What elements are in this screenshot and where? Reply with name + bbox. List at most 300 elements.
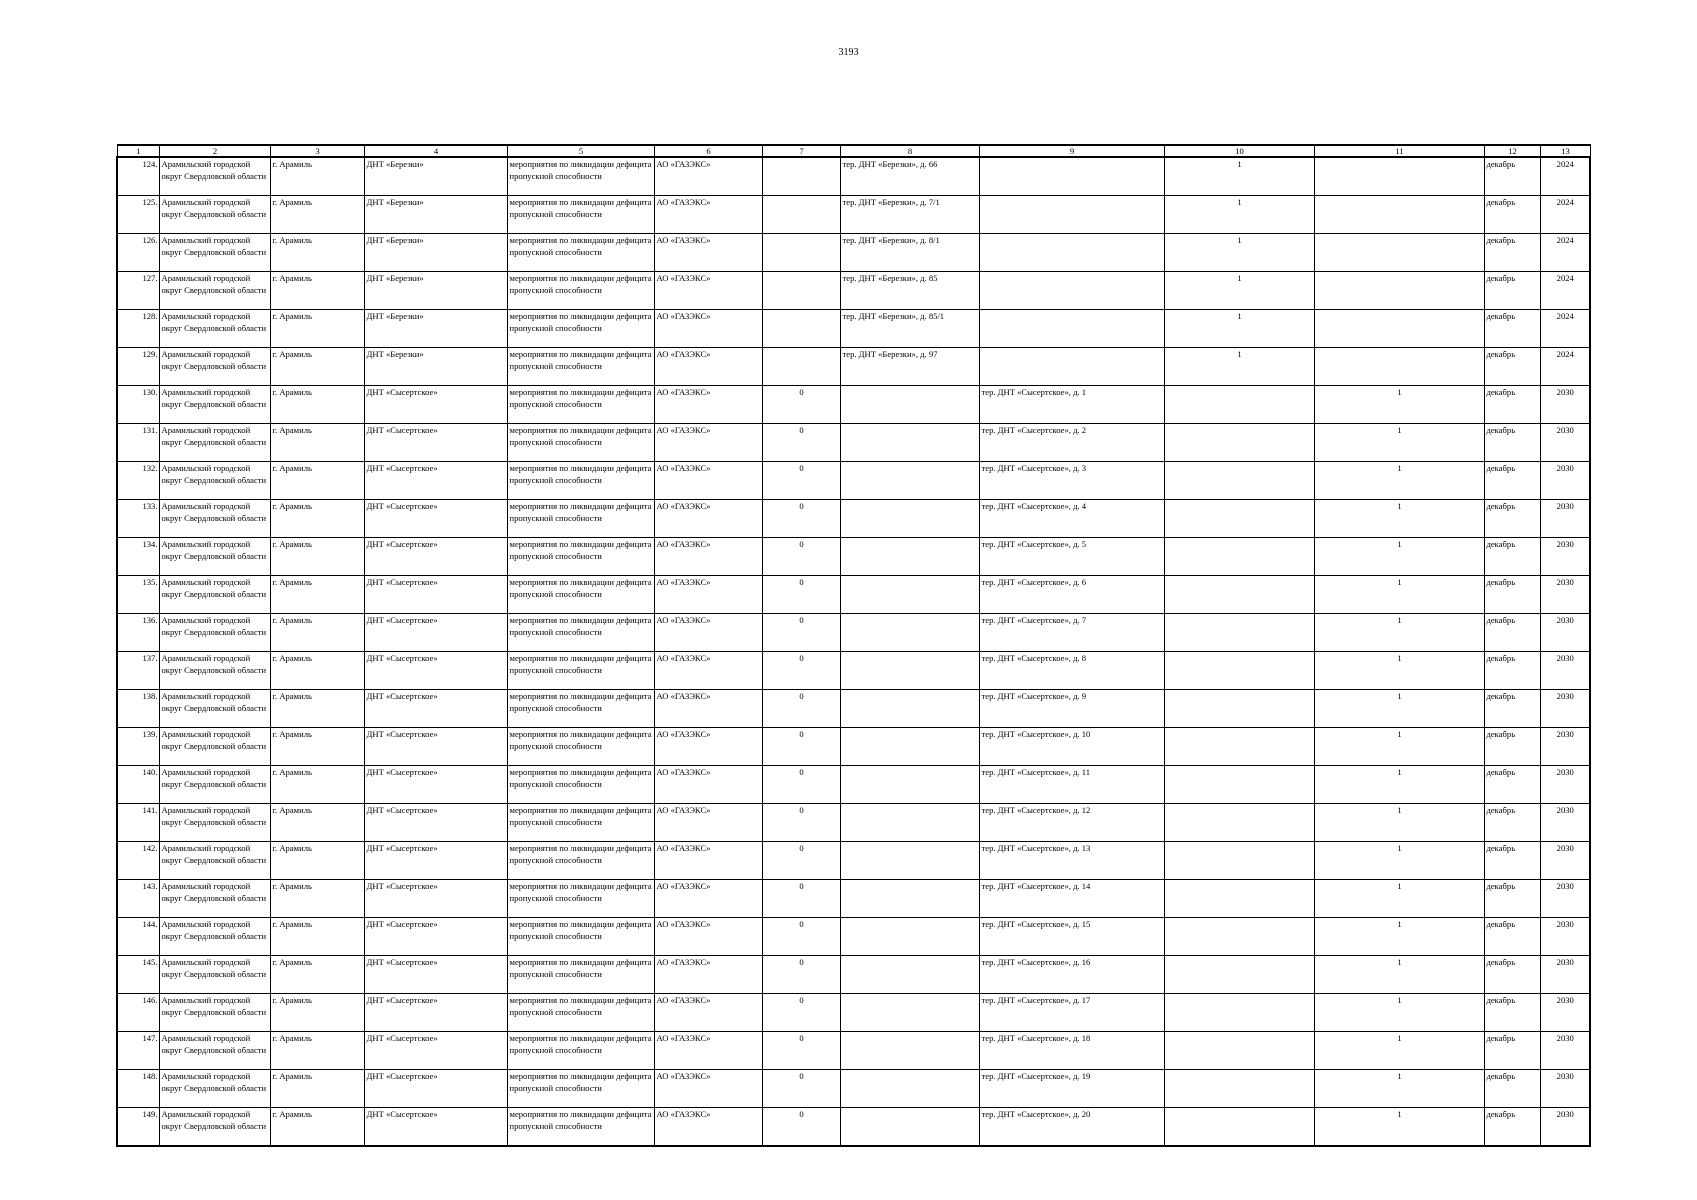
column-11-cell: 1	[1314, 1108, 1484, 1147]
measure-cell: мероприятия по ликвидации дефицита пропускной способности	[507, 880, 654, 918]
row-number-cell: 145.	[117, 956, 159, 994]
column-8-cell	[840, 538, 979, 576]
column-8-cell	[840, 918, 979, 956]
column-11-cell: 1	[1314, 880, 1484, 918]
settlement-cell: ДНТ «Сысертское»	[364, 1032, 507, 1070]
measure-cell: мероприятия по ликвидации дефицита пропускной способности	[507, 918, 654, 956]
row-number-cell: 130.	[117, 386, 159, 424]
table-row	[117, 386, 1590, 424]
month-cell: декабрь	[1484, 690, 1540, 728]
table-row	[117, 1108, 1590, 1147]
measure-cell: мероприятия по ликвидации дефицита пропускной способности	[507, 500, 654, 538]
organization-cell: АО «ГАЗЭКС»	[654, 804, 762, 842]
column-header: 4	[364, 145, 507, 157]
row-number-cell: 140.	[117, 766, 159, 804]
column-8-cell: тер. ДНТ «Березки», д. 85/1	[840, 310, 979, 348]
municipality-cell: Арамильский городской округ Свердловской области	[159, 766, 270, 804]
municipality-cell: Арамильский городской округ Свердловской области	[159, 994, 270, 1032]
municipality-cell: Арамильский городской округ Свердловской области	[159, 500, 270, 538]
column-9-cell: тер. ДНТ «Сысертское», д. 19	[979, 1070, 1164, 1108]
column-7-cell: 0	[762, 880, 840, 918]
municipality-cell: Арамильский городской округ Свердловской области	[159, 196, 270, 234]
year-cell: 2030	[1540, 842, 1590, 880]
column-7-cell	[762, 348, 840, 386]
year-cell: 2030	[1540, 462, 1590, 500]
column-header: 8	[840, 145, 979, 157]
column-10-cell	[1164, 1032, 1314, 1070]
year-cell: 2024	[1540, 272, 1590, 310]
organization-cell: АО «ГАЗЭКС»	[654, 956, 762, 994]
row-number-cell: 147.	[117, 1032, 159, 1070]
settlement-cell: ДНТ «Березки»	[364, 234, 507, 272]
column-11-cell: 1	[1314, 690, 1484, 728]
column-9-cell	[979, 234, 1164, 272]
column-9-cell: тер. ДНТ «Сысертское», д. 17	[979, 994, 1164, 1032]
column-11-cell: 1	[1314, 842, 1484, 880]
column-9-cell	[979, 157, 1164, 196]
column-9-cell	[979, 272, 1164, 310]
municipality-cell: Арамильский городской округ Свердловской области	[159, 386, 270, 424]
column-9-cell: тер. ДНТ «Сысертское», д. 10	[979, 728, 1164, 766]
year-cell: 2030	[1540, 690, 1590, 728]
city-cell: г. Арамиль	[270, 728, 364, 766]
measure-cell: мероприятия по ликвидации дефицита пропускной способности	[507, 310, 654, 348]
municipality-cell: Арамильский городской округ Свердловской области	[159, 880, 270, 918]
column-header: 3	[270, 145, 364, 157]
month-cell: декабрь	[1484, 462, 1540, 500]
month-cell: декабрь	[1484, 956, 1540, 994]
month-cell: декабрь	[1484, 196, 1540, 234]
table-row	[117, 880, 1590, 918]
municipality-cell: Арамильский городской округ Свердловской области	[159, 538, 270, 576]
month-cell: декабрь	[1484, 918, 1540, 956]
column-10-cell	[1164, 652, 1314, 690]
column-9-cell: тер. ДНТ «Сысертское», д. 18	[979, 1032, 1164, 1070]
table-row	[117, 918, 1590, 956]
measure-cell: мероприятия по ликвидации дефицита пропускной способности	[507, 157, 654, 196]
column-11-cell: 1	[1314, 614, 1484, 652]
row-number-cell: 138.	[117, 690, 159, 728]
row-number-cell: 134.	[117, 538, 159, 576]
column-8-cell	[840, 994, 979, 1032]
row-number-cell: 128.	[117, 310, 159, 348]
municipality-cell: Арамильский городской округ Свердловской области	[159, 690, 270, 728]
city-cell: г. Арамиль	[270, 804, 364, 842]
settlement-cell: ДНТ «Сысертское»	[364, 1108, 507, 1147]
table-row	[117, 348, 1590, 386]
column-9-cell: тер. ДНТ «Сысертское», д. 4	[979, 500, 1164, 538]
column-11-cell: 1	[1314, 728, 1484, 766]
row-number-cell: 133.	[117, 500, 159, 538]
municipality-cell: Арамильский городской округ Свердловской области	[159, 157, 270, 196]
row-number-cell: 131.	[117, 424, 159, 462]
city-cell: г. Арамиль	[270, 1070, 364, 1108]
measure-cell: мероприятия по ликвидации дефицита пропускной способности	[507, 804, 654, 842]
year-cell: 2030	[1540, 918, 1590, 956]
table-row	[117, 1032, 1590, 1070]
municipality-cell: Арамильский городской округ Свердловской области	[159, 918, 270, 956]
column-11-cell: 1	[1314, 1070, 1484, 1108]
table-row	[117, 272, 1590, 310]
organization-cell: АО «ГАЗЭКС»	[654, 1070, 762, 1108]
year-cell: 2030	[1540, 576, 1590, 614]
row-number-cell: 139.	[117, 728, 159, 766]
city-cell: г. Арамиль	[270, 1108, 364, 1147]
column-9-cell	[979, 348, 1164, 386]
settlement-cell: ДНТ «Сысертское»	[364, 994, 507, 1032]
column-9-cell: тер. ДНТ «Сысертское», д. 12	[979, 804, 1164, 842]
settlement-cell: ДНТ «Сысертское»	[364, 766, 507, 804]
column-7-cell: 0	[762, 500, 840, 538]
table-row	[117, 766, 1590, 804]
column-header: 10	[1164, 145, 1314, 157]
column-9-cell: тер. ДНТ «Сысертское», д. 16	[979, 956, 1164, 994]
table-row	[117, 424, 1590, 462]
table-row	[117, 462, 1590, 500]
organization-cell: АО «ГАЗЭКС»	[654, 1032, 762, 1070]
measure-cell: мероприятия по ликвидации дефицита пропускной способности	[507, 690, 654, 728]
column-7-cell: 0	[762, 1108, 840, 1147]
month-cell: декабрь	[1484, 576, 1540, 614]
row-number-cell: 141.	[117, 804, 159, 842]
column-8-cell	[840, 386, 979, 424]
column-7-cell	[762, 196, 840, 234]
city-cell: г. Арамиль	[270, 918, 364, 956]
column-8-cell: тер. ДНТ «Березки», д. 66	[840, 157, 979, 196]
month-cell: декабрь	[1484, 1108, 1540, 1147]
column-10-cell	[1164, 462, 1314, 500]
column-10-cell	[1164, 500, 1314, 538]
column-header: 2	[159, 145, 270, 157]
year-cell: 2030	[1540, 728, 1590, 766]
month-cell: декабрь	[1484, 310, 1540, 348]
row-number-cell: 149.	[117, 1108, 159, 1147]
year-cell: 2024	[1540, 348, 1590, 386]
column-10-cell	[1164, 614, 1314, 652]
column-8-cell	[840, 576, 979, 614]
row-number-cell: 137.	[117, 652, 159, 690]
column-7-cell	[762, 310, 840, 348]
column-9-cell: тер. ДНТ «Сысертское», д. 1	[979, 386, 1164, 424]
column-7-cell: 0	[762, 538, 840, 576]
measure-cell: мероприятия по ликвидации дефицита пропускной способности	[507, 272, 654, 310]
settlement-cell: ДНТ «Березки»	[364, 157, 507, 196]
municipality-cell: Арамильский городской округ Свердловской области	[159, 728, 270, 766]
city-cell: г. Арамиль	[270, 424, 364, 462]
table-row	[117, 804, 1590, 842]
organization-cell: АО «ГАЗЭКС»	[654, 500, 762, 538]
column-9-cell: тер. ДНТ «Сысертское», д. 11	[979, 766, 1164, 804]
table-row	[117, 652, 1590, 690]
column-9-cell	[979, 196, 1164, 234]
measure-cell: мероприятия по ликвидации дефицита пропускной способности	[507, 576, 654, 614]
column-10-cell	[1164, 766, 1314, 804]
month-cell: декабрь	[1484, 880, 1540, 918]
column-8-cell	[840, 766, 979, 804]
column-header: 6	[654, 145, 762, 157]
organization-cell: АО «ГАЗЭКС»	[654, 842, 762, 880]
column-9-cell: тер. ДНТ «Сысертское», д. 2	[979, 424, 1164, 462]
column-10-cell	[1164, 880, 1314, 918]
table-row	[117, 1070, 1590, 1108]
settlement-cell: ДНТ «Сысертское»	[364, 386, 507, 424]
city-cell: г. Арамиль	[270, 576, 364, 614]
municipality-cell: Арамильский городской округ Свердловской области	[159, 1108, 270, 1147]
measure-cell: мероприятия по ликвидации дефицита пропускной способности	[507, 348, 654, 386]
year-cell: 2030	[1540, 538, 1590, 576]
organization-cell: АО «ГАЗЭКС»	[654, 728, 762, 766]
month-cell: декабрь	[1484, 766, 1540, 804]
column-11-cell: 1	[1314, 386, 1484, 424]
column-header: 12	[1484, 145, 1540, 157]
settlement-cell: ДНТ «Сысертское»	[364, 842, 507, 880]
organization-cell: АО «ГАЗЭКС»	[654, 766, 762, 804]
column-7-cell: 0	[762, 804, 840, 842]
measure-cell: мероприятия по ликвидации дефицита пропускной способности	[507, 728, 654, 766]
city-cell: г. Арамиль	[270, 462, 364, 500]
month-cell: декабрь	[1484, 994, 1540, 1032]
settlement-cell: ДНТ «Сысертское»	[364, 804, 507, 842]
measure-cell: мероприятия по ликвидации дефицита пропускной способности	[507, 994, 654, 1032]
column-11-cell	[1314, 196, 1484, 234]
row-number-cell: 142.	[117, 842, 159, 880]
settlement-cell: ДНТ «Сысертское»	[364, 918, 507, 956]
column-10-cell	[1164, 690, 1314, 728]
year-cell: 2030	[1540, 994, 1590, 1032]
row-number-cell: 143.	[117, 880, 159, 918]
column-10-cell: 1	[1164, 157, 1314, 196]
column-10-cell	[1164, 538, 1314, 576]
column-10-cell: 1	[1164, 272, 1314, 310]
month-cell: декабрь	[1484, 234, 1540, 272]
column-11-cell: 1	[1314, 804, 1484, 842]
column-7-cell: 0	[762, 766, 840, 804]
column-10-cell	[1164, 386, 1314, 424]
row-number-cell: 146.	[117, 994, 159, 1032]
column-7-cell: 0	[762, 728, 840, 766]
month-cell: декабрь	[1484, 386, 1540, 424]
column-7-cell: 0	[762, 842, 840, 880]
organization-cell: АО «ГАЗЭКС»	[654, 880, 762, 918]
column-11-cell: 1	[1314, 652, 1484, 690]
column-7-cell: 0	[762, 424, 840, 462]
measure-cell: мероприятия по ликвидации дефицита пропускной способности	[507, 386, 654, 424]
year-cell: 2030	[1540, 1032, 1590, 1070]
column-8-cell	[840, 1032, 979, 1070]
column-7-cell: 0	[762, 386, 840, 424]
column-9-cell: тер. ДНТ «Сысертское», д. 9	[979, 690, 1164, 728]
column-11-cell	[1314, 348, 1484, 386]
column-11-cell: 1	[1314, 766, 1484, 804]
municipality-cell: Арамильский городской округ Свердловской области	[159, 424, 270, 462]
column-9-cell: тер. ДНТ «Сысертское», д. 15	[979, 918, 1164, 956]
column-11-cell: 1	[1314, 500, 1484, 538]
municipality-cell: Арамильский городской округ Свердловской области	[159, 614, 270, 652]
measure-cell: мероприятия по ликвидации дефицита пропускной способности	[507, 766, 654, 804]
city-cell: г. Арамиль	[270, 690, 364, 728]
table-row	[117, 234, 1590, 272]
city-cell: г. Арамиль	[270, 157, 364, 196]
column-11-cell: 1	[1314, 462, 1484, 500]
settlement-cell: ДНТ «Сысертское»	[364, 500, 507, 538]
column-7-cell	[762, 234, 840, 272]
row-number-cell: 127.	[117, 272, 159, 310]
month-cell: декабрь	[1484, 348, 1540, 386]
table-row	[117, 614, 1590, 652]
organization-cell: АО «ГАЗЭКС»	[654, 272, 762, 310]
table-row	[117, 956, 1590, 994]
city-cell: г. Арамиль	[270, 196, 364, 234]
organization-cell: АО «ГАЗЭКС»	[654, 994, 762, 1032]
year-cell: 2024	[1540, 234, 1590, 272]
column-8-cell	[840, 500, 979, 538]
city-cell: г. Арамиль	[270, 614, 364, 652]
column-8-cell	[840, 614, 979, 652]
column-7-cell: 0	[762, 652, 840, 690]
column-11-cell	[1314, 272, 1484, 310]
column-header: 5	[507, 145, 654, 157]
page-number: 3193	[838, 47, 859, 58]
column-11-cell: 1	[1314, 576, 1484, 614]
column-7-cell: 0	[762, 956, 840, 994]
column-8-cell	[840, 804, 979, 842]
column-11-cell: 1	[1314, 994, 1484, 1032]
column-9-cell: тер. ДНТ «Сысертское», д. 20	[979, 1108, 1164, 1147]
settlement-cell: ДНТ «Сысертское»	[364, 652, 507, 690]
month-cell: декабрь	[1484, 652, 1540, 690]
column-9-cell: тер. ДНТ «Сысертское», д. 13	[979, 842, 1164, 880]
month-cell: декабрь	[1484, 842, 1540, 880]
column-7-cell: 0	[762, 918, 840, 956]
row-number-cell: 144.	[117, 918, 159, 956]
table-row	[117, 842, 1590, 880]
table-row	[117, 994, 1590, 1032]
organization-cell: АО «ГАЗЭКС»	[654, 424, 762, 462]
column-11-cell	[1314, 157, 1484, 196]
year-cell: 2030	[1540, 652, 1590, 690]
column-header: 1	[117, 145, 159, 157]
data-table	[116, 144, 1591, 1147]
settlement-cell: ДНТ «Березки»	[364, 348, 507, 386]
measure-cell: мероприятия по ликвидации дефицита пропускной способности	[507, 424, 654, 462]
city-cell: г. Арамиль	[270, 842, 364, 880]
measure-cell: мероприятия по ликвидации дефицита пропускной способности	[507, 652, 654, 690]
month-cell: декабрь	[1484, 1032, 1540, 1070]
column-8-cell	[840, 728, 979, 766]
settlement-cell: ДНТ «Сысертское»	[364, 576, 507, 614]
row-number-cell: 148.	[117, 1070, 159, 1108]
year-cell: 2030	[1540, 880, 1590, 918]
municipality-cell: Арамильский городской округ Свердловской области	[159, 272, 270, 310]
municipality-cell: Арамильский городской округ Свердловской области	[159, 652, 270, 690]
measure-cell: мероприятия по ликвидации дефицита пропускной способности	[507, 196, 654, 234]
city-cell: г. Арамиль	[270, 880, 364, 918]
column-9-cell: тер. ДНТ «Сысертское», д. 14	[979, 880, 1164, 918]
column-11-cell	[1314, 234, 1484, 272]
table-row	[117, 500, 1590, 538]
column-8-cell: тер. ДНТ «Березки», д. 7/1	[840, 196, 979, 234]
municipality-cell: Арамильский городской округ Свердловской области	[159, 310, 270, 348]
column-11-cell: 1	[1314, 424, 1484, 462]
year-cell: 2030	[1540, 1108, 1590, 1147]
organization-cell: АО «ГАЗЭКС»	[654, 614, 762, 652]
column-8-cell	[840, 1108, 979, 1147]
column-7-cell	[762, 272, 840, 310]
municipality-cell: Арамильский городской округ Свердловской области	[159, 462, 270, 500]
column-9-cell: тер. ДНТ «Сысертское», д. 5	[979, 538, 1164, 576]
column-8-cell	[840, 1070, 979, 1108]
row-number-cell: 136.	[117, 614, 159, 652]
row-number-cell: 126.	[117, 234, 159, 272]
column-7-cell: 0	[762, 614, 840, 652]
organization-cell: АО «ГАЗЭКС»	[654, 234, 762, 272]
municipality-cell: Арамильский городской округ Свердловской области	[159, 956, 270, 994]
column-10-cell	[1164, 994, 1314, 1032]
column-8-cell: тер. ДНТ «Березки», д. 85	[840, 272, 979, 310]
column-10-cell	[1164, 576, 1314, 614]
column-9-cell	[979, 310, 1164, 348]
column-8-cell	[840, 652, 979, 690]
month-cell: декабрь	[1484, 500, 1540, 538]
measure-cell: мероприятия по ликвидации дефицита пропускной способности	[507, 614, 654, 652]
column-10-cell	[1164, 1108, 1314, 1147]
column-8-cell: тер. ДНТ «Березки», д. 8/1	[840, 234, 979, 272]
column-11-cell: 1	[1314, 956, 1484, 994]
year-cell: 2030	[1540, 500, 1590, 538]
settlement-cell: ДНТ «Сысертское»	[364, 956, 507, 994]
row-number-cell: 129.	[117, 348, 159, 386]
column-10-cell: 1	[1164, 196, 1314, 234]
column-10-cell	[1164, 804, 1314, 842]
year-cell: 2030	[1540, 956, 1590, 994]
measure-cell: мероприятия по ликвидации дефицита пропускной способности	[507, 956, 654, 994]
city-cell: г. Арамиль	[270, 386, 364, 424]
municipality-cell: Арамильский городской округ Свердловской области	[159, 804, 270, 842]
column-7-cell: 0	[762, 1070, 840, 1108]
header-row	[117, 145, 1590, 157]
table-row	[117, 538, 1590, 576]
table-row	[117, 157, 1590, 196]
city-cell: г. Арамиль	[270, 500, 364, 538]
municipality-cell: Арамильский городской округ Свердловской области	[159, 576, 270, 614]
organization-cell: АО «ГАЗЭКС»	[654, 1108, 762, 1147]
organization-cell: АО «ГАЗЭКС»	[654, 690, 762, 728]
column-8-cell	[840, 880, 979, 918]
municipality-cell: Арамильский городской округ Свердловской области	[159, 1070, 270, 1108]
organization-cell: АО «ГАЗЭКС»	[654, 538, 762, 576]
month-cell: декабрь	[1484, 804, 1540, 842]
column-10-cell	[1164, 956, 1314, 994]
year-cell: 2030	[1540, 1070, 1590, 1108]
measure-cell: мероприятия по ликвидации дефицита пропускной способности	[507, 1070, 654, 1108]
column-9-cell: тер. ДНТ «Сысертское», д. 7	[979, 614, 1164, 652]
city-cell: г. Арамиль	[270, 310, 364, 348]
organization-cell: АО «ГАЗЭКС»	[654, 576, 762, 614]
month-cell: декабрь	[1484, 424, 1540, 462]
column-11-cell: 1	[1314, 1032, 1484, 1070]
city-cell: г. Арамиль	[270, 994, 364, 1032]
measure-cell: мероприятия по ликвидации дефицита пропускной способности	[507, 462, 654, 500]
month-cell: декабрь	[1484, 157, 1540, 196]
measure-cell: мероприятия по ликвидации дефицита пропускной способности	[507, 234, 654, 272]
column-10-cell	[1164, 1070, 1314, 1108]
column-header: 13	[1540, 145, 1590, 157]
settlement-cell: ДНТ «Березки»	[364, 310, 507, 348]
organization-cell: АО «ГАЗЭКС»	[654, 918, 762, 956]
column-8-cell	[840, 956, 979, 994]
settlement-cell: ДНТ «Сысертское»	[364, 728, 507, 766]
column-10-cell: 1	[1164, 348, 1314, 386]
